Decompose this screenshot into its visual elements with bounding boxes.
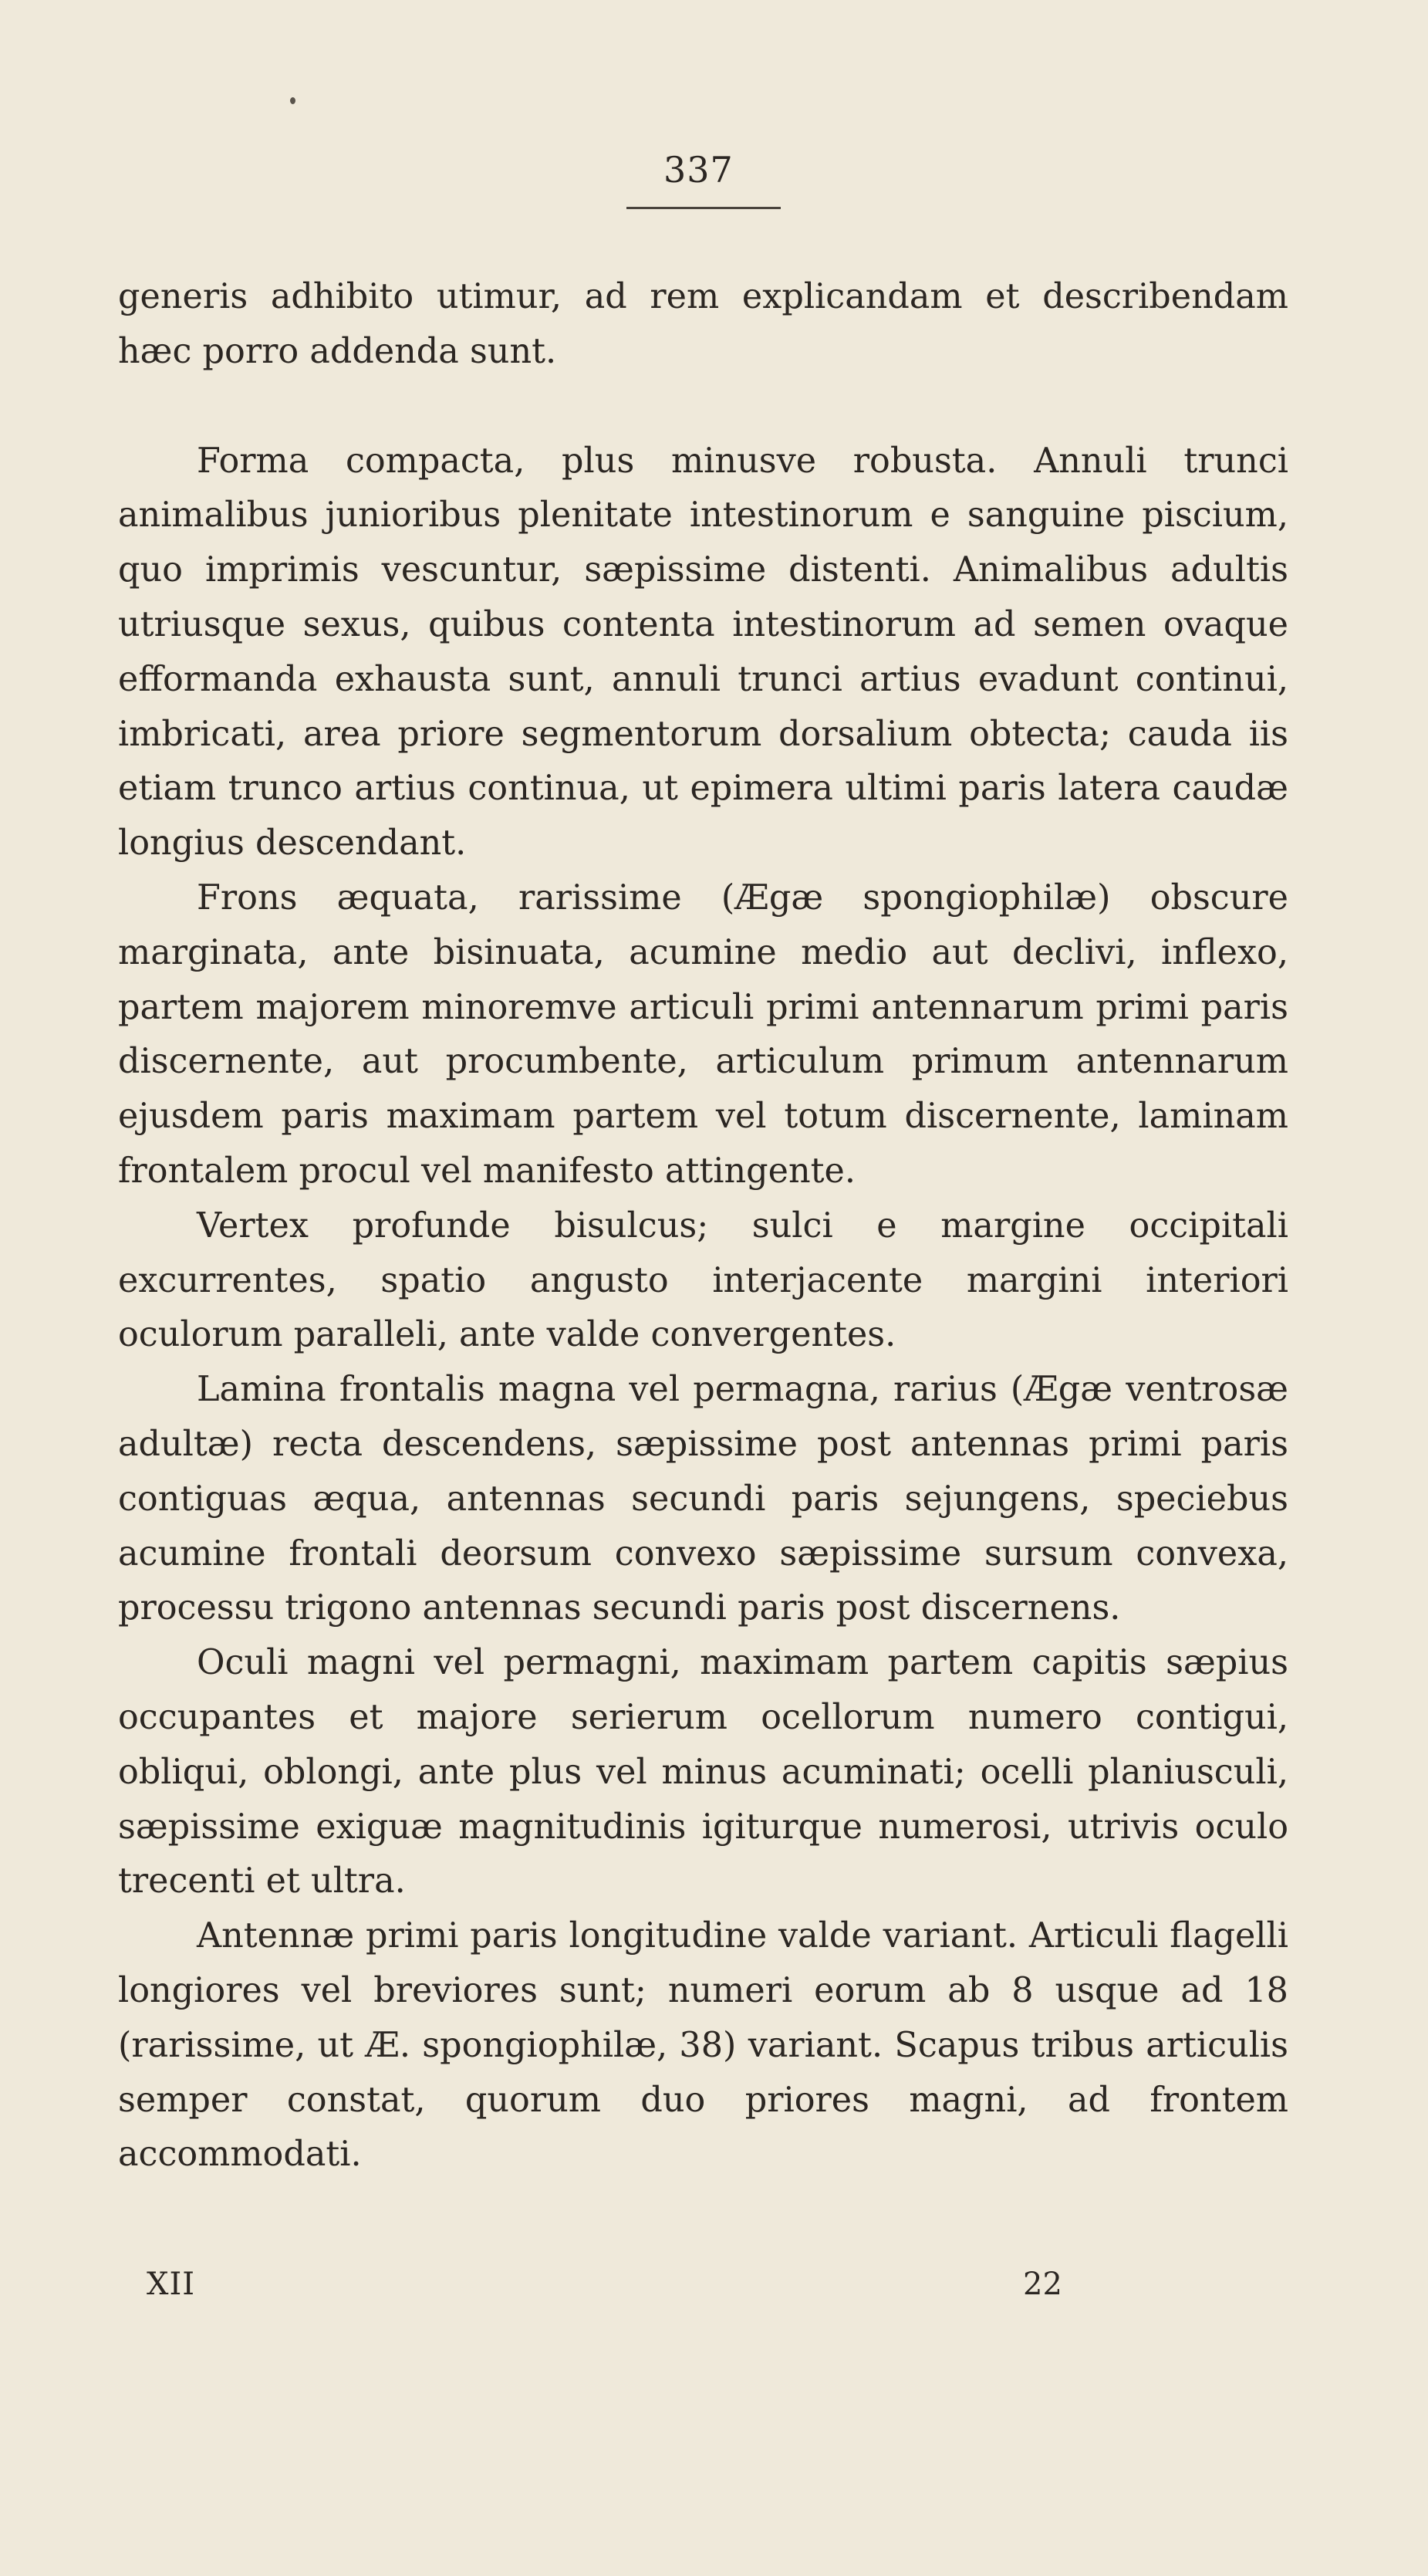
- printer-signature: XII: [147, 2267, 196, 2302]
- paragraph-vertex: Vertex profunde bisulcus; sulci e margine occipitali excurrentes, spatio angusto interjacente margini interiori oculorum paralleli, ante valde convergentes.: [118, 1205, 1288, 1355]
- page-number-rule: [626, 207, 781, 209]
- paragraph-lamina: Lamina frontalis magna vel permagna, rarius (Ægæ ventrosæ adultæ) recta descendens, sæpissime post antennas primi paris contiguas æqua, antennas secundi paris sejungens, speciebus acumine frontali deorsum convexo sæpissime sursum convexa, processu trigono antennas secundi paris post discernens.: [118, 1370, 1288, 1628]
- sheet-number: 22: [1023, 2267, 1062, 2302]
- paragraph-continuation: generis adhibito utimur, ad rem explicandam et describendam hæc porro addenda sunt.: [118, 277, 1288, 371]
- page-number: 337: [663, 149, 734, 191]
- paragraph-gap: [118, 380, 1288, 434]
- paragraph-forma: Forma compacta, plus minusve robusta. Annuli trunci animalibus junioribus plenitate intestinorum e sanguine piscium, quo imprimis vescuntur, sæpissime distenti. Animalibus adultis utriusque sexus, quibus contenta intestinorum ad semen ovaque efformanda exhausta sunt, annuli trunci artius evadunt continui, imbricati, area priore segmentorum dorsalium obtecta; cauda iis etiam trunco artius continua, ut epimera ultimi paris latera caudæ longius descendant.: [118, 441, 1288, 864]
- print-speck: [290, 97, 295, 104]
- paragraph-frons: Frons æquata, rarissime (Ægæ spongiophilæ) obscure marginata, ante bisinuata, acumine medio aut declivi, inflexo, partem majorem minoremve articuli primi antennarum primi paris discernente, aut procumbente, articulum primum antennarum ejusdem paris maximam partem vel totum discernente, laminam frontalem procul vel manifesto attingente.: [118, 877, 1288, 1191]
- body-text: [118, 270, 1288, 2182]
- paragraph-oculi: Oculi magni vel permagni, maximam partem capitis sæpius occupantes et majore serierum ocellorum numero contigui, obliqui, oblongi, ante plus vel minus acuminati; ocelli planiusculi, sæpissime exiguæ magnitudinis igiturque numerosi, utrivis oculo trecenti et ultra.: [118, 1643, 1288, 1902]
- paragraph-antennae: Antennæ primi paris longitudine valde variant. Articuli flagelli longiores vel breviores sunt; numeri eorum ab 8 usque ad 18 (rarissime, ut Æ. spongiophilæ, 38) variant. Scapus tribus articulis semper constat, quorum duo priores magni, ad frontem accommodati.: [118, 1916, 1288, 2175]
